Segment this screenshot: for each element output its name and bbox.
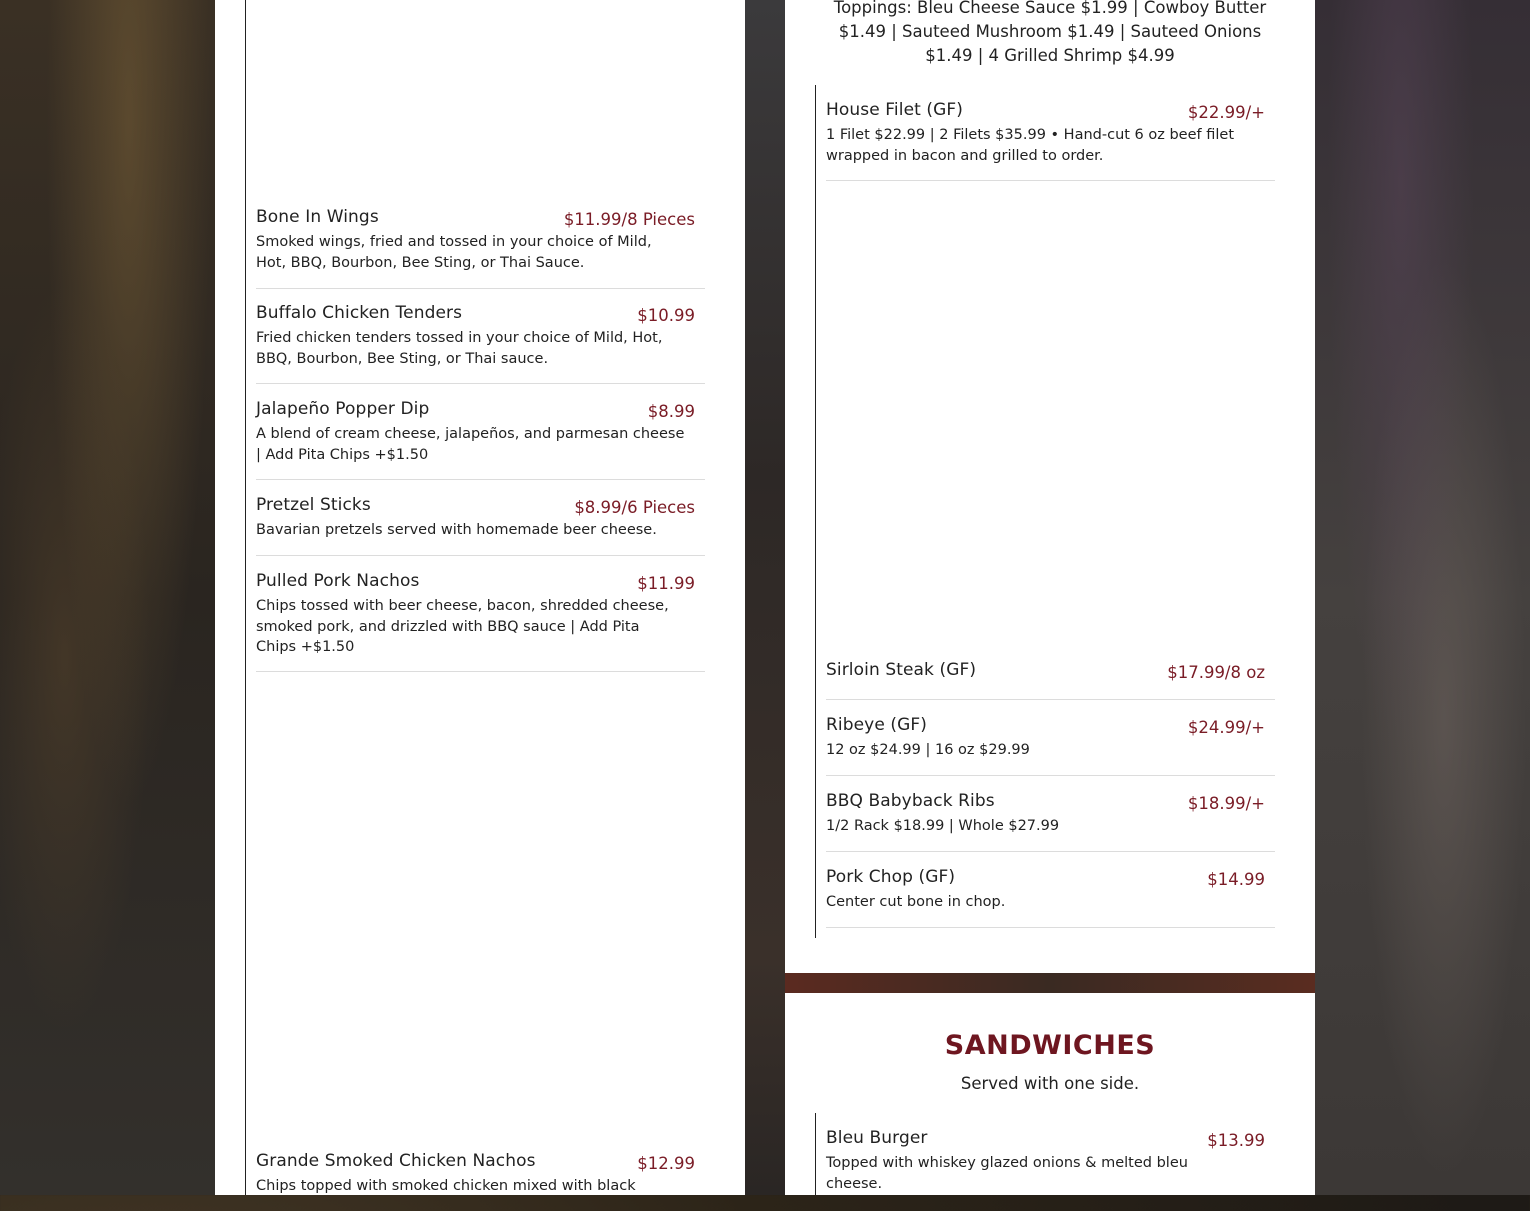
menu-item[interactable]: [256, 571, 705, 672]
menu-item[interactable]: [826, 660, 1275, 700]
menu-item-description: Chips topped with smoked chicken mixed with black: [256, 1178, 636, 1194]
menu-item-name: Sirloin Steak (GF): [826, 660, 977, 680]
menu-item-name: Pulled Pork Nachos: [256, 571, 420, 591]
menu-item-description: Fried chicken tenders tossed in your choice of Mild, Hot, BBQ, Bourbon, Bee Sting, or Thai sauce.: [256, 330, 663, 367]
menu-item-price: $8.99: [647, 402, 695, 421]
section-title: SANDWICHES: [944, 1030, 1156, 1061]
menu-item-price: $13.99: [1207, 1131, 1265, 1150]
menu-item-name: Bleu Burger: [826, 1128, 928, 1148]
menu-item[interactable]: [256, 207, 705, 289]
background-photo-right: [1315, 0, 1530, 1195]
menu-item-price: $24.99/+: [1187, 718, 1265, 737]
menu-divider-left: [245, 0, 246, 1195]
menu-item-price: $10.99: [637, 306, 695, 325]
menu-item-name: Pork Chop (GF): [826, 867, 956, 887]
menu-item[interactable]: [826, 715, 1275, 776]
menu-item-price: $17.99/8 oz: [1167, 663, 1265, 682]
background-photo-left: [0, 0, 215, 1195]
menu-item[interactable]: [826, 867, 1275, 928]
menu-item-name: Ribeye (GF): [826, 715, 928, 735]
menu-item-price: $22.99/+: [1187, 103, 1265, 122]
menu-item[interactable]: [826, 1128, 1275, 1195]
menu-item-description: 1 Filet $22.99 | 2 Filets $35.99 • Hand-cut 6 oz beef filet wrapped in bacon and grilled to order.: [826, 127, 1235, 164]
menu-item-name: House Filet (GF): [826, 100, 964, 120]
menu-item[interactable]: [826, 100, 1275, 181]
menu-item-description: Center cut bone in chop.: [826, 894, 1006, 910]
menu-item-name: Bone In Wings: [256, 207, 379, 227]
menu-item-price: $11.99: [637, 574, 695, 593]
menu-item-description: Smoked wings, fried and tossed in your choice of Mild, Hot, BBQ, Bourbon, Bee Sting, or Thai Sauce.: [256, 234, 652, 271]
menu-item-description: Topped with whiskey glazed onions & melted bleu cheese.: [826, 1155, 1188, 1192]
menu-item[interactable]: [826, 791, 1275, 852]
menu-item-description: Chips tossed with beer cheese, bacon, shredded cheese, smoked pork, and drizzled with BBQ sauce | Add Pita Chips +$1.50: [256, 598, 669, 655]
menu-item-price: $8.99/6 Pieces: [574, 498, 695, 517]
menu-item-name: Pretzel Sticks: [256, 495, 371, 515]
menu-item[interactable]: [256, 1151, 705, 1211]
menu-item-description: 12 oz $24.99 | 16 oz $29.99: [826, 742, 1030, 758]
menu-item-price: $11.99/8 Pieces: [563, 210, 695, 229]
menu-item-price: $14.99: [1207, 870, 1265, 889]
menu-item-price: $18.99/+: [1187, 794, 1265, 813]
menu-item-description: 1/2 Rack $18.99 | Whole $27.99: [826, 818, 1060, 834]
menu-divider-sandwiches: [815, 1113, 816, 1195]
menu-divider-right: [815, 85, 816, 938]
menu-item-name: Grande Smoked Chicken Nachos: [256, 1151, 536, 1171]
menu-item[interactable]: [256, 303, 705, 384]
section-subtitle: Served with one side.: [960, 1074, 1140, 1093]
menu-item[interactable]: [256, 495, 705, 556]
menu-item[interactable]: [256, 399, 705, 480]
menu-item-name: Jalapeño Popper Dip: [256, 399, 430, 419]
menu-item-name: BBQ Babyback Ribs: [826, 791, 995, 811]
background-photo-center: [745, 0, 785, 1195]
menu-item-description: Bavarian pretzels served with homemade beer cheese.: [256, 522, 657, 538]
background-photo-gap: [785, 973, 1315, 993]
menu-item-name: Buffalo Chicken Tenders: [256, 303, 463, 323]
menu-item-price: $12.99: [637, 1154, 695, 1173]
menu-item-description: A blend of cream cheese, jalapeños, and parmesan cheese | Add Pita Chips +$1.50: [256, 426, 685, 463]
toppings-note: Toppings: Bleu Cheese Sauce $1.99 | Cowboy Butter $1.49 | Sauteed Mushroom $1.49 | Sauteed Onions $1.49 | 4 Grilled Shrimp $4.99: [833, 0, 1267, 65]
